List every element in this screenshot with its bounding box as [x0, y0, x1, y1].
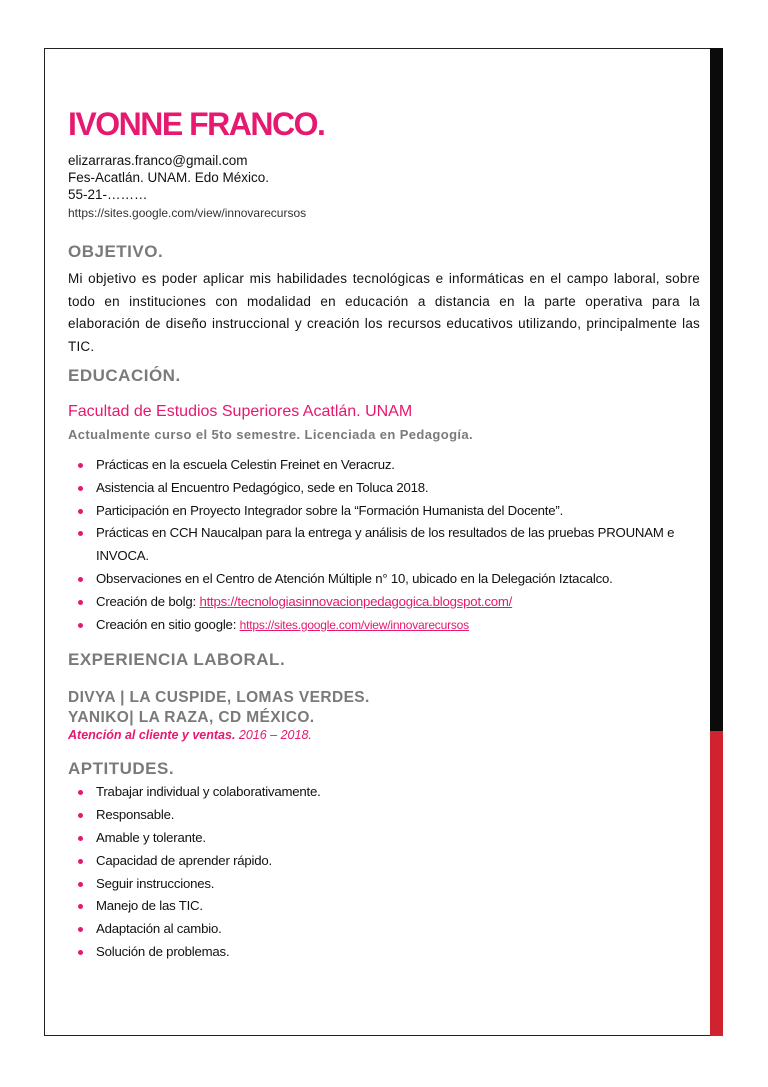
education-status: Actualmente curso el 5to semestre. Licenciada en Pedagogía.	[68, 427, 474, 442]
list-item: Prácticas en CCH Naucalpan para la entrega y análisis de los resultados de las pruebas PROUNAM e INVOCA.	[68, 522, 700, 568]
school-name: Facultad de Estudios Superiores Acatlán. UNAM	[68, 403, 413, 420]
list-item: Adaptación al cambio.	[68, 918, 700, 941]
list-item: Solución de problemas.	[68, 941, 700, 964]
role-title: Atención al cliente y ventas.	[68, 728, 236, 743]
list-item	[68, 614, 700, 637]
education-heading: EDUCACIÓN.	[68, 366, 181, 385]
side-bar-black	[710, 48, 723, 731]
objective-heading: OBJETIVO.	[68, 242, 164, 261]
job-1: DIVYA | LA CUSPIDE, LOMAS VERDES.	[68, 689, 370, 707]
list-item: Responsable.	[68, 804, 700, 827]
skills-heading: APTITUDES.	[68, 759, 175, 779]
list-item: Observaciones en el Centro de Atención Múltiple n° 10, ubicado en la Delegación Iztacalco.	[68, 568, 700, 591]
experience-heading: EXPERIENCIA LABORAL.	[68, 650, 286, 670]
resume-content	[68, 104, 700, 964]
contact-location: Fes-Acatlán. UNAM. Edo México.	[68, 170, 270, 185]
contact-block	[68, 152, 700, 222]
objective-text: Mi objetivo es poder aplicar mis habilidades tecnológicas e informáticas en el campo laboral, sobre todo en instituciones con modalidad en educación a distancia en la parte operativa para la elaboración de diseño instruccional y creación los recursos educativos utilizando, principalmente las TIC.	[68, 271, 700, 354]
job-role	[68, 728, 700, 742]
list-item	[68, 591, 700, 614]
blog-link[interactable]: https://tecnologiasinnovacionpedagogica.blogspot.com/	[199, 593, 513, 609]
site-label: Creación en sitio google:	[96, 616, 240, 632]
contact-site: https://sites.google.com/view/innovarecursos	[68, 206, 307, 220]
role-period: 2016 – 2018.	[235, 728, 312, 743]
experience-block	[68, 688, 700, 742]
education-list	[68, 454, 700, 636]
job-2: YANIKO| LA RAZA, CD MÉXICO.	[68, 709, 315, 727]
google-site-link[interactable]: https://sites.google.com/view/innovarecursos	[239, 617, 469, 632]
blog-label: Creación de bolg:	[96, 593, 200, 609]
contact-email: elizarraras.franco@gmail.com	[68, 153, 248, 168]
list-item: Seguir instrucciones.	[68, 873, 700, 896]
candidate-name: IVONNE FRANCO.	[68, 106, 325, 142]
list-item: Asistencia al Encuentro Pedagógico, sede en Toluca 2018.	[68, 477, 700, 500]
list-item: Participación en Proyecto Integrador sobre la “Formación Humanista del Docente”.	[68, 500, 700, 523]
contact-phone: 55-21-………	[68, 187, 148, 202]
list-item: Amable y tolerante.	[68, 827, 700, 850]
list-item: Capacidad de aprender rápido.	[68, 850, 700, 873]
list-item: Trabajar individual y colaborativamente.	[68, 781, 700, 804]
side-bar-red	[710, 731, 723, 1036]
list-item: Prácticas en la escuela Celestin Freinet en Veracruz.	[68, 454, 700, 477]
skills-list	[68, 781, 700, 963]
list-item: Manejo de las TIC.	[68, 895, 700, 918]
